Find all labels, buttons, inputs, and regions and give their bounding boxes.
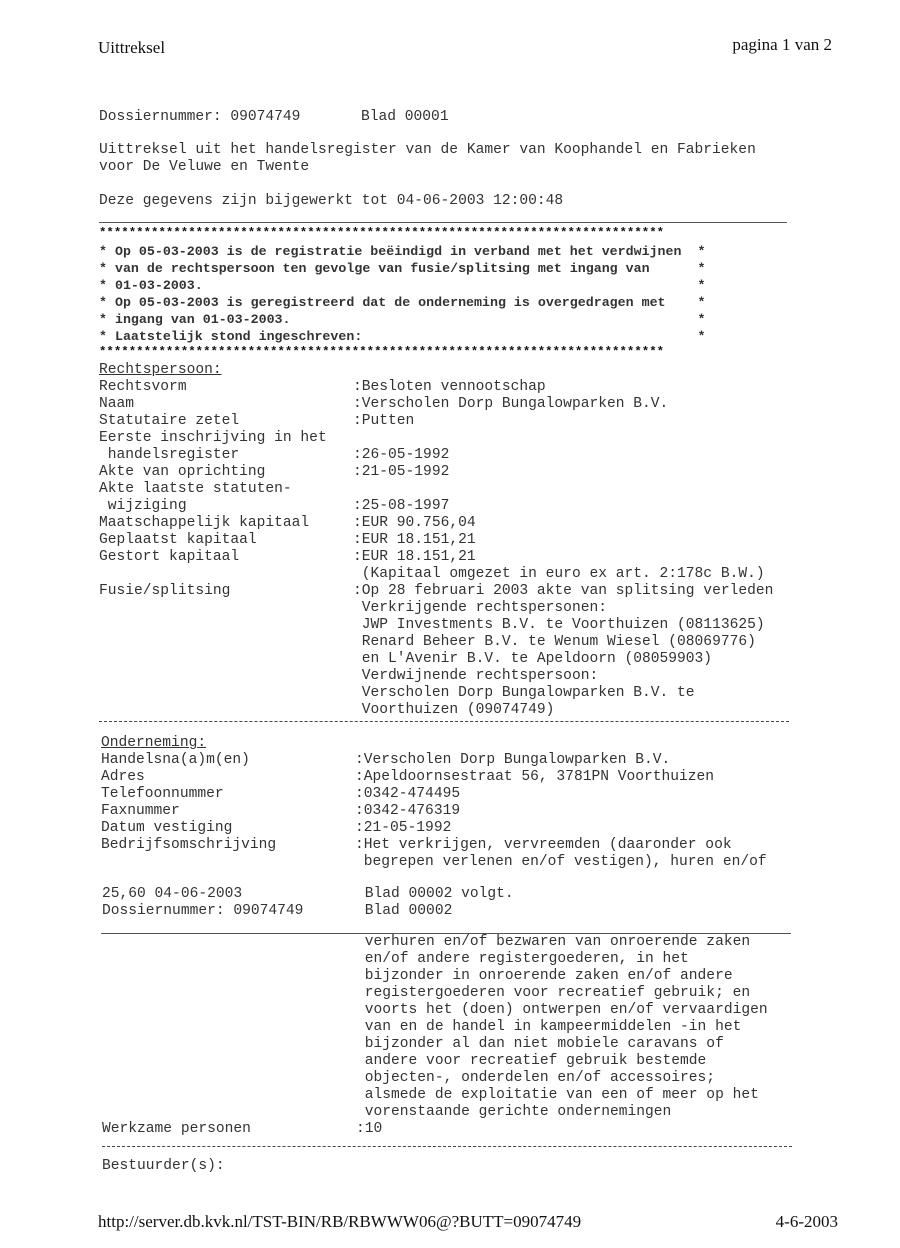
divider: [99, 222, 787, 223]
field-row: [99, 447, 773, 464]
field-value: en L'Avenir B.V. te Apeldoorn (08059903): [353, 651, 713, 667]
notice-line: * ingang van 01-03-2003. *: [99, 312, 706, 327]
field-label: [102, 1104, 356, 1121]
field-label: Statutaire zetel: [99, 413, 240, 429]
field-row: [101, 854, 767, 871]
notice-line: * 01-03-2003. *: [99, 278, 706, 293]
field-label: Handelsna(a)m(en): [101, 752, 250, 768]
field-label: wijziging: [99, 498, 187, 514]
field-value: objecten-, onderdelen en/of accessoires;: [356, 1070, 716, 1086]
field-row: [99, 430, 773, 447]
field-row: [102, 886, 514, 903]
field-row: [102, 934, 768, 951]
field-label: [102, 1053, 356, 1070]
field-row: [99, 583, 773, 600]
updated-text: Deze gegevens zijn bijgewerkt tot 04-06-2003 12:00:48: [99, 193, 564, 209]
field-label: [101, 854, 355, 871]
field-row: [102, 985, 768, 1002]
field-label: Fusie/splitsing: [99, 583, 231, 599]
page-break-info: [102, 886, 514, 920]
field-value: registergoederen voor recreatief gebruik; en: [356, 985, 751, 1001]
field-value: bijzonder in onroerende zaken en/of andere: [356, 968, 733, 984]
field-row: [99, 515, 773, 532]
field-value: :Verscholen Dorp Bungalowparken B.V.: [353, 396, 669, 412]
notice-line: * Op 05-03-2003 is geregistreerd dat de onderneming is overgedragen met *: [99, 295, 706, 310]
source-url: http://server.db.kvk.nl/TST-BIN/RB/RBWWW06@?BUTT=09074749: [98, 1212, 582, 1231]
field-label: Telefoonnummer: [101, 786, 224, 802]
field-label: 25,60 04-06-2003: [102, 886, 243, 902]
field-value: (Kapitaal omgezet in euro ex art. 2:178c B.W.): [353, 566, 765, 582]
field-row: [99, 634, 773, 651]
field-row: [102, 968, 768, 985]
divider: [99, 721, 789, 722]
print-date: 4-6-2003: [775, 1212, 838, 1231]
field-row: [101, 837, 767, 854]
field-label: Faxnummer: [101, 803, 180, 819]
field-value: :EUR 18.151,21: [353, 549, 476, 565]
field-row: [99, 532, 773, 549]
field-row: [102, 1070, 768, 1087]
notice-line: * Op 05-03-2003 is de registratie beëindigd in verband met het verdwijnen *: [99, 244, 706, 259]
field-label: [102, 968, 356, 985]
field-row: [99, 464, 773, 481]
dossier-number: Dossiernummer: 09074749: [99, 109, 301, 125]
notice-box: [99, 243, 705, 345]
field-row: [101, 803, 767, 820]
field-value: en/of andere registergoederen, in het: [356, 951, 689, 967]
field-row: [99, 600, 773, 617]
field-row: [99, 481, 773, 498]
field-label: Datum vestiging: [101, 820, 233, 836]
field-value: :0342-474495: [355, 786, 461, 802]
field-value: :Op 28 februari 2003 akte van splitsing verleden: [353, 583, 774, 599]
field-row: [99, 617, 773, 634]
field-value: alsmede de exploitatie van een of meer op het: [356, 1087, 759, 1103]
field-label: Gestort kapitaal: [99, 549, 240, 565]
field-value: andere voor recreatief gebruik bestemde: [356, 1053, 707, 1069]
field-value: :EUR 90.756,04: [353, 515, 476, 531]
field-value: van en de handel in kampeermiddelen -in het: [356, 1019, 742, 1035]
field-label: Bedrijfsomschrijving: [101, 837, 277, 853]
divider: [102, 1146, 792, 1147]
field-value: :10: [356, 1121, 383, 1137]
field-row: [102, 1121, 768, 1138]
field-label: [102, 934, 356, 951]
section-heading: Onderneming:: [101, 735, 207, 751]
field-row: [101, 786, 767, 803]
field-label: [102, 1070, 356, 1087]
sheet-number: Blad 00001: [361, 109, 449, 125]
field-row: [102, 1053, 768, 1070]
intro-line: Uittreksel uit het handelsregister van de Kamer van Koophandel en Fabrieken: [99, 142, 756, 158]
field-row: [102, 1087, 768, 1104]
field-label: Adres: [101, 769, 145, 785]
field-label: [102, 1019, 356, 1036]
field-value: Verdwijnende rechtspersoon:: [353, 668, 599, 684]
field-label: Dossiernummer: 09074749: [102, 903, 304, 919]
field-label: Rechtsvorm: [99, 379, 187, 395]
field-label: Akte laatste statuten-: [99, 481, 292, 497]
field-label: [99, 668, 353, 685]
field-value: :25-08-1997: [353, 498, 450, 514]
field-row: [99, 396, 773, 413]
field-row: [102, 903, 514, 920]
field-row: [99, 702, 773, 719]
field-value: bijzonder al dan niet mobiele caravans of: [356, 1036, 724, 1052]
document-title: Uittreksel: [98, 38, 166, 57]
field-value: Renard Beheer B.V. te Wenum Wiesel (08069776): [353, 634, 756, 650]
field-label: [102, 1036, 356, 1053]
notice-border: ****************************************************************************: [99, 345, 665, 359]
field-label: [102, 951, 356, 968]
field-label: [102, 985, 356, 1002]
field-value: :Het verkrijgen, vervreemden (daaronder ook: [355, 837, 732, 853]
field-label: [99, 600, 353, 617]
field-value: voorts het (doen) ontwerpen en/of vervaardigen: [356, 1002, 768, 1018]
field-value: :21-05-1992: [355, 820, 452, 836]
field-value: Verkrijgende rechtspersonen:: [353, 600, 607, 616]
rechtspersoon-section: [99, 362, 773, 719]
continued-section: [102, 934, 768, 1138]
field-row: [99, 668, 773, 685]
field-value: :21-05-1992: [353, 464, 450, 480]
field-label: [99, 566, 353, 583]
field-value: Voorthuizen (09074749): [353, 702, 555, 718]
field-value: :Apeldoornsestraat 56, 3781PN Voorthuizen: [355, 769, 715, 785]
field-row: [99, 413, 773, 430]
field-row: [99, 685, 773, 702]
field-value: Verscholen Dorp Bungalowparken B.V. te: [353, 685, 695, 701]
field-value: JWP Investments B.V. te Voorthuizen (08113625): [353, 617, 765, 633]
field-label: Naam: [99, 396, 135, 412]
field-label: [99, 702, 353, 719]
field-label: [99, 651, 353, 668]
section-heading: Rechtspersoon:: [99, 362, 222, 378]
field-label: [102, 1002, 356, 1019]
bestuurders-heading: Bestuurder(s):: [102, 1158, 225, 1174]
field-value: :Putten: [353, 413, 415, 429]
field-label: handelsregister: [99, 447, 240, 463]
notice-line: * van de rechtspersoon ten gevolge van fusie/splitsing met ingang van *: [99, 261, 706, 276]
field-row: [102, 1019, 768, 1036]
field-row: [99, 498, 773, 515]
field-value: :Verscholen Dorp Bungalowparken B.V.: [355, 752, 671, 768]
field-value: :EUR 18.151,21: [353, 532, 476, 548]
field-value: :Besloten vennootschap: [353, 379, 546, 395]
field-value: :26-05-1992: [353, 447, 450, 463]
notice-line: * Laatstelijk stond ingeschreven: *: [99, 329, 706, 344]
field-label: Geplaatst kapitaal: [99, 532, 257, 548]
onderneming-section: [101, 735, 767, 871]
notice-border: ****************************************************************************: [99, 226, 665, 240]
field-row: [102, 951, 768, 968]
field-row: [102, 1036, 768, 1053]
field-value: Blad 00002: [356, 903, 453, 919]
field-row: [99, 651, 773, 668]
field-row: [101, 752, 767, 769]
field-label: Akte van oprichting: [99, 464, 266, 480]
page-number: pagina 1 van 2: [732, 35, 832, 54]
field-label: [99, 634, 353, 651]
field-value: :0342-476319: [355, 803, 461, 819]
field-label: [102, 1087, 356, 1104]
field-row: [102, 1104, 768, 1121]
field-row: [99, 549, 773, 566]
intro-line: voor De Veluwe en Twente: [99, 159, 310, 175]
field-label: [99, 685, 353, 702]
field-label: Werkzame personen: [102, 1121, 251, 1137]
field-row: [101, 769, 767, 786]
field-label: Maatschappelijk kapitaal: [99, 515, 310, 531]
field-row: [101, 820, 767, 837]
field-value: Blad 00002 volgt.: [356, 886, 514, 902]
field-row: [102, 1002, 768, 1019]
field-row: [99, 566, 773, 583]
field-value: vorenstaande gerichte ondernemingen: [356, 1104, 672, 1120]
field-value: verhuren en/of bezwaren van onroerende zaken: [356, 934, 751, 950]
field-row: [99, 379, 773, 396]
field-label: [99, 617, 353, 634]
field-label: Eerste inschrijving in het: [99, 430, 327, 446]
field-value: begrepen verlenen en/of vestigen), huren en/of: [355, 854, 767, 870]
